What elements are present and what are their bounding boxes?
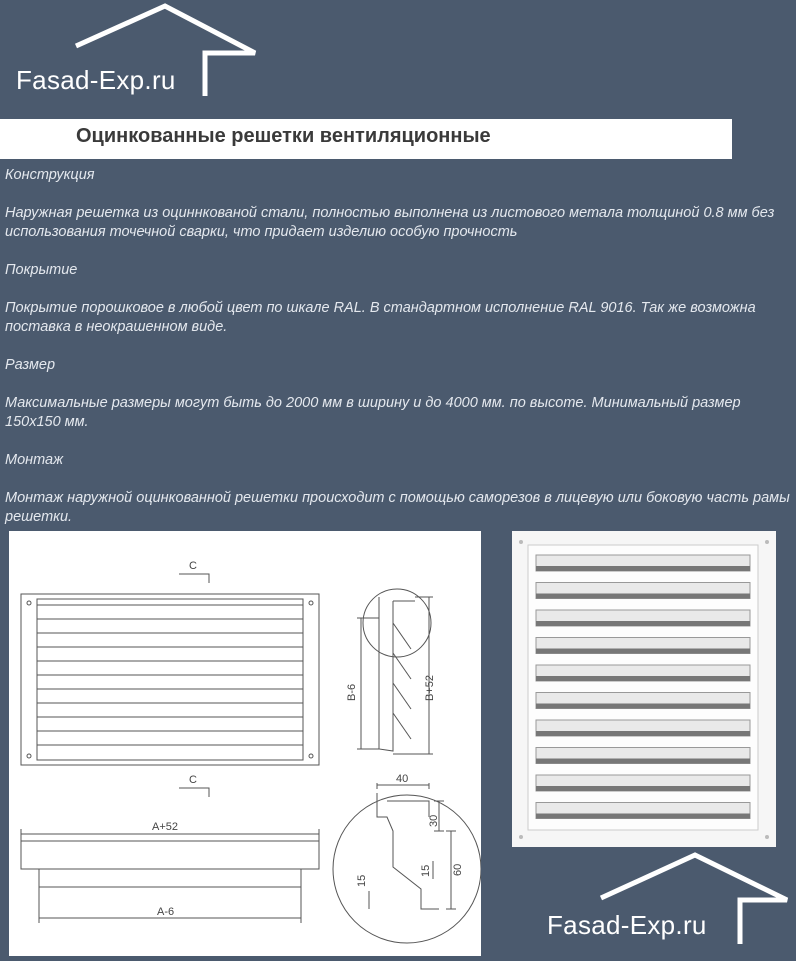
dim-40: 40 xyxy=(396,773,409,785)
photo-slat-shadow xyxy=(536,594,750,599)
photo-slat-shadow xyxy=(536,731,750,736)
photo-slat-shadow xyxy=(536,786,750,791)
section-body: Максимальные размеры могут быть до 2000 мм в ширину и до 4000 мм. по высоте. Минимальный размер 150х150 мм. xyxy=(5,395,741,430)
section-heading: Монтаж xyxy=(5,452,64,468)
logo-text: Fasad-Exp.ru xyxy=(16,65,176,95)
dim-b-plus-52: B+52 xyxy=(424,675,436,701)
photo-slat-shadow xyxy=(536,566,750,571)
photo-slat-shadow xyxy=(536,759,750,764)
section-body: Монтаж наружной оцинкованной решетки происходит с помощью саморезов в лицевую или боковую часть рамы решетки. xyxy=(5,490,790,525)
section-heading: Конструкция xyxy=(5,167,95,183)
section-label-top: C xyxy=(189,560,197,572)
photo-slat-shadow xyxy=(536,676,750,681)
description xyxy=(5,166,790,546)
louvers xyxy=(37,605,303,745)
page-title: Оцинкованные решетки вентиляционные xyxy=(76,125,491,147)
dim-15-left: 15 xyxy=(356,874,368,887)
section-body: Наружная решетка из оциннкованой стали, полностью выполнена из листового метала толщиной 0.8 мм без использования точечной сварки, что придает изделию особую прочность xyxy=(5,205,775,240)
dim-b-minus-6: B-6 xyxy=(346,683,358,701)
photo-slat-shadow xyxy=(536,621,750,626)
photo-slat-shadow xyxy=(536,649,750,654)
logo-bottom[interactable] xyxy=(535,848,796,960)
logo-top[interactable] xyxy=(0,0,280,110)
photo-slat-shadow xyxy=(536,814,750,819)
house-roof-icon xyxy=(535,848,796,960)
side-hatch xyxy=(393,623,411,739)
technical-drawing xyxy=(9,531,481,956)
section-heading: Покрытие xyxy=(5,262,78,278)
grille-front-view xyxy=(21,594,319,765)
dim-a-minus-6: A-6 xyxy=(157,906,175,918)
dim-15-right: 15 xyxy=(420,864,432,877)
grille-photo xyxy=(512,531,776,847)
section-heading: Размер xyxy=(5,357,56,373)
title-bar xyxy=(0,119,732,159)
dim-a-plus-52: A+52 xyxy=(152,821,178,833)
section-body: Покрытие порошковое в любой цвет по шкале RAL. В стандартном исполнение RAL 9016. Так же возможна поставка в неокрашенном виде. xyxy=(5,300,756,335)
photo-slat-shadow xyxy=(536,704,750,709)
logo-text: Fasad-Exp.ru xyxy=(547,910,707,940)
section-label-bottom: C xyxy=(189,774,197,786)
dim-30: 30 xyxy=(428,814,440,827)
dim-60: 60 xyxy=(452,863,464,876)
